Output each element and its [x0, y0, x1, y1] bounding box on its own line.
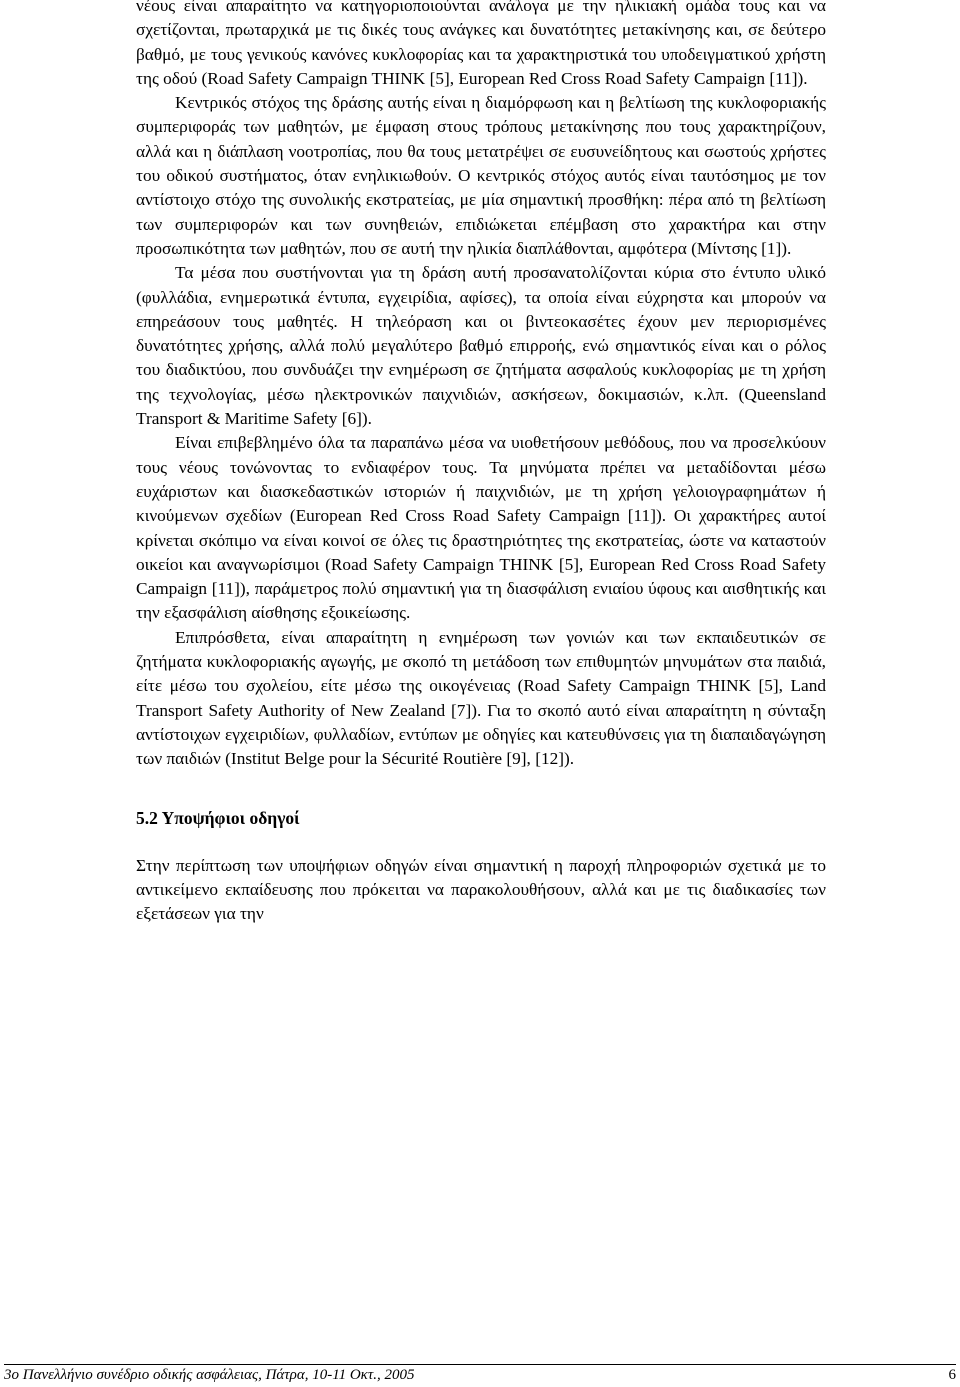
paragraph-1: νέους είναι απαραίτητο να κατηγοριοποιούνται ανάλογα με την ηλικιακή ομάδα τους και να σχετίζονται, πρωταρχικά με τις δικές τους ανάγκες και δυνατότητες μετακίνησης και, σε δεύτερο βαθμό, με τους γενικούς κανόνες κυκλοφορίας και τα χαρακτηριστικά του υποδειγματικού χρήστη της οδού (Road Safety Campaign THINK [5], European Red Cross Road Safety Campaign [11]). — [136, 0, 826, 88]
paragraph-3: Τα μέσα που συστήνονται για τη δράση αυτή προσανατολίζονται κύρια στο έντυπο υλικό (φυλλάδια, ενημερωτικά έντυπα, εγχειρίδια, αφίσες), τα οποία είναι εύχρηστα και μπορούν να επηρεάσουν τους μαθητές. Η τηλεόραση και οι βιντεοκασέτες έχουν μεν περιορισμένες δυνατότητες χρήσης, αλλά πολύ μεγαλύτερο βαθμό επιρροής, ενώ σημαντικός είναι και ο ρόλος του διαδικτύου, που συνδυάζει την ενημέρωση σε ζητήματα ασφαλούς κυκλοφορίας με τη χρήση της τεχνολογίας, μέσω ηλεκτρονικών παιχνιδιών, ασκήσεων, δοκιμασιών, κ.λπ. (Queensland Transport & Maritime Safety [6]). — [136, 263, 826, 429]
page-footer — [4, 1364, 956, 1386]
page-number: 6 — [948, 1367, 956, 1383]
paragraph-2: Κεντρικός στόχος της δράσης αυτής είναι η διαμόρφωση και η βελτίωση της κυκλοφοριακής συμπεριφοράς των μαθητών, με έμφαση στους τρόπους μετακίνησης που τους χαρακτηρίζουν, αλλά και η διάπλαση νοοτροπίας, που θα τους μετατρέψει σε ευσυνείδητους και σωστούς χρήστες του οδικού συστήματος, όταν ενηλικιωθούν. Ο κεντρικός στόχος αυτός είναι ταυτόσημος με τον αντίστοιχο στόχο της συνολικής εκστρατείας, με μία σημαντική προσθήκη: πέρα από τη βελτίωση των συμπεριφορών και των συνηθειών, επιδιώκεται επέμβαση στο χαρακτήρα και στην προσωπικότητα των μαθητών, που σε αυτή την ηλικία διαπλάθονται, αμφότερα (Μίντσης [1]). — [136, 93, 826, 258]
section-heading: 5.2 Υποψήφιοι οδηγοί — [136, 807, 300, 828]
footer-conference-text: 3ο Πανελλήνιο συνέδριο οδικής ασφάλειας, Πάτρα, 10-11 Οκτ., 2005 — [4, 1367, 415, 1383]
paragraph-5: Επιπρόσθετα, είναι απαραίτητη η ενημέρωση των γονιών και των εκπαιδευτικών σε ζητήματα κυκλοφοριακής αγωγής, με σκοπό τη μετάδοση των επιθυμητών μηνυμάτων στα παιδιά, είτε μέσω του σχολείου, είτε μέσω της οικογένειας (Road Safety Campaign THINK [5], Land Transport Safety Authority of New Zealand [7]). Για το σκοπό αυτό είναι απαραίτητη η σύνταξη αντίστοιχων εγχειριδίων, φυλλαδίων, εντύπων με οδηγίες και κατευθύνσεις για τη διαπαιδαγώγηση των παιδιών (Institut Belge pour la Sécurité Routière [9], [12]). — [136, 627, 826, 769]
body-text — [136, 0, 826, 927]
footer-divider — [4, 1364, 956, 1365]
paragraph-4: Είναι επιβεβλημένο όλα τα παραπάνω μέσα να υιοθετήσουν μεθόδους, που να προσελκύουν τους νέους τονώνοντας το ενδιαφέρον τους. Τα μηνύματα πρέπει να μεταδίδονται μέσω ευχάριστων και διασκεδαστικών ιστοριών ή παιχνιδιών, με τη χρήση γελοιογραφημάτων ή κινούμενων σχεδίων (European Red Cross Road Safety Campaign [11]). Οι χαρακτήρες αυτοί κρίνεται σκόπιμο να είναι κοινοί σε όλες τις δραστηριότητες της εκστρατείας, ώστε να καταστούν οικείοι και αναγνωρίσιμοι (Road Safety Campaign THINK [5], European Red Cross Road Safety Campaign [11]), παράμετρος πολύ σημαντική για τη διασφάλιση ενιαίου ύφους και αισθητικής και την εξασφάλιση αίσθησης εξοικείωσης. — [136, 433, 827, 623]
paragraph-6: Στην περίπτωση των υποψήφιων οδηγών είναι σημαντική η παροχή πληροφοριών σχετικά με το αντικείμενο εκπαίδευσης που πρόκειται να παρακολουθήσουν, αλλά και με τις διαδικασίες των εξετάσεων για την — [136, 855, 826, 924]
